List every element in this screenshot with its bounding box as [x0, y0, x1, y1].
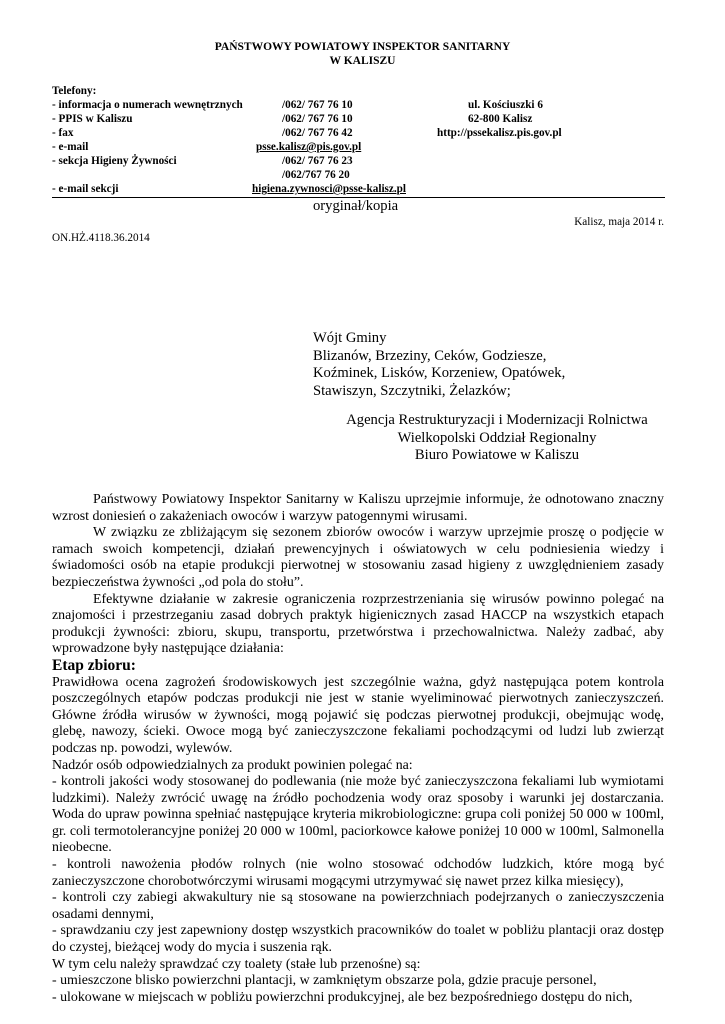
section-heading-harvest: Etap zbioru:: [52, 656, 136, 674]
section-email-link[interactable]: higiena.zywnosci@psse-kalisz.pl: [252, 183, 406, 195]
office-title-line1: PAŃSTWOWY POWIATOWY INSPEKTOR SANITARNY: [214, 41, 511, 53]
paragraph-supervision: Nadzór osób odpowiedzialnych za produkt powinien polegać na:: [52, 757, 413, 773]
website-link[interactable]: http://pssekalisz.pis.gov.pl: [437, 127, 562, 139]
list-item-fertilization: - kontroli nawożenia płodów rolnych (nie wolno stosować odchodów ludzkich, które mogą być zanieczyszczone chorobotwórczymi wirusami mogącymi utrzymywać się nawet przez kilka miesięcy),: [52, 857, 664, 889]
letter-body: [52, 492, 664, 1006]
reference-number: ON.HŻ.4118.36.2014: [52, 232, 150, 244]
addressee-line: Blizanów, Brzeziny, Ceków, Godziesze,: [313, 347, 547, 364]
list-item-toilets-access: - sprawdzaniu czy jest zapewniony dostęp wszystkich pracowników do toalet w pobliżu plantacji oraz dostęp do czystej, bieżącej wody do mycia i suszenia rąk.: [52, 923, 664, 956]
paragraph-risk-assessment: Prawidłowa ocena zagrożeń środowiskowych jest szczególnie ważna, gdyż następująca potem kontrola poszczególnych etapów podczas produkcji nie jest w stanie wyeliminować pierwotnych zanieczyszczeń. Główne źródła wirusów w żywności, mogą pojawić się podczas pierwotnej produkcji, obejmując wodę, glebę, nawozy, ścieki. Owoce mogą być zanieczyszczone fekaliami pochodzącymi od ludzi lub zwierząt podczas np. powodzi, wylewów.: [52, 674, 664, 756]
paragraph-intro: Państwowy Powiatowy Inspektor Sanitarny w Kaliszu uprzejmie informuje, że odnotowano znaczny wzrost doniesień o zakażeniach owoców i warzyw patogennymi wirusami.: [52, 492, 664, 524]
addressee-line: Koźminek, Lisków, Korzeniew, Opatówek,: [313, 365, 566, 381]
paragraph-actions: Efektywne działanie w zakresie ograniczenia rozprzestrzeniania się wirusów powinno polegać na znajomości i przestrzeganiu zasad dobrych praktyk higienicznych zasad HACCP na wszystkich etapach produkcji żywności: zbioru, skupu, transportu, przetwórstwa i przechowalnictwa. Należy zadbać, aby wprowadzone były następujące działania:: [52, 591, 664, 657]
contact-label-ppis: - PPIS w Kaliszu: [52, 113, 133, 125]
addressee-line: Agencja Restrukturyzacji i Modernizacji Rolnictwa: [346, 412, 648, 428]
phones-label: Telefony:: [52, 85, 97, 97]
addressee-block-arimr: [327, 412, 667, 465]
list-item-aquaculture: - kontroli czy zabiegi akwakultury nie są stosowane na powierzchniach podejrzanych o zanieczyszczenia osadami dennymi,: [52, 890, 664, 922]
addressee-line: Wójt Gminy: [313, 330, 387, 346]
addressee-line: Biuro Powiatowe w Kaliszu: [414, 447, 580, 463]
contact-label-food-hygiene: - sekcja Higieny Żywności: [52, 155, 177, 167]
contact-value-internal: /062/ 767 76 10: [282, 99, 353, 111]
list-item-toilets-location: - umieszczone blisko powierzchni plantacji, w zamkniętym obszarze pola, gdzie pracuje personel,: [52, 973, 597, 989]
paragraph-request: W związku ze zbliżającym się sezonem zbiorów owoców i warzyw uprzejmie proszę o podjęcie w ramach swoich kompetencji, działań prewencyjnych i oświatowych w celu podniesienia wiedzy i świadomości osób na etapie produkcji pierwotnej w stosowaniu zasad higieny z uwzględnieniem zasady bezpieczeństwa żywności „od pola do stołu”.: [52, 525, 664, 590]
list-item-water-control: - kontroli jakości wody stosowanej do podlewania (nie może być zanieczyszczona fekaliami lub wymiotami ludzkimi). Należy zwrócić uwagę na źródło pochodzenia wody oraz sposoby i warunki jej dostarczania. Woda do upraw powinna spełniać następujące kryteria mikrobiologiczne: grupa coli poniżej 50 000 w 100ml, gr. coli termotolerancyjne poniżej 20 000 w 100ml, paciorkowce kałowe poniżej 10 000 w 100ml, Salmonella nieobecne.: [52, 774, 664, 856]
contact-email-link[interactable]: psse.kalisz@pis.gov.pl: [256, 141, 362, 153]
office-title-line2: W KALISZU: [329, 55, 396, 67]
address-street: ul. Kościuszki 6: [468, 99, 543, 111]
place-date: Kalisz, maja 2014 r.: [574, 216, 664, 228]
addressee-line: Wielkopolski Oddział Regionalny: [397, 429, 597, 446]
contact-label-email: - e-mail: [52, 141, 89, 153]
addressee-block-municipalities: [313, 330, 565, 400]
contact-label-internal: - informacja o numerach wewnętrznych: [52, 99, 243, 111]
contact-label-fax: - fax: [52, 127, 74, 139]
contact-label-section-email: - e-mail sekcji: [52, 183, 119, 195]
contact-value-food-hygiene: /062/ 767 76 23: [282, 155, 353, 167]
list-item-toilets-placement: - ulokowane w miejscach w pobliżu powierzchni produkcyjnej, ale bez bezpośredniego dostępu do nich,: [52, 989, 633, 1005]
contact-value-fax: /062/ 767 76 42: [282, 127, 353, 139]
contact-value-ppis: /062/ 767 76 10: [282, 113, 353, 125]
original-copy-label: oryginał/kopia: [313, 198, 399, 214]
addressee-line: Stawiszyn, Szczytniki, Żelazków;: [313, 382, 511, 399]
address-city: 62-800 Kalisz: [468, 113, 533, 125]
paragraph-toilets-check: W tym celu należy sprawdzać czy toalety (stałe lub przenośne) są:: [52, 956, 421, 972]
contact-value-food-hygiene-2: /062/767 76 20: [282, 169, 350, 181]
